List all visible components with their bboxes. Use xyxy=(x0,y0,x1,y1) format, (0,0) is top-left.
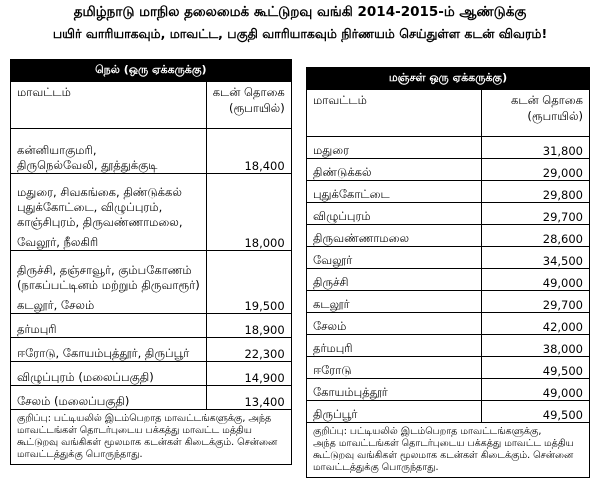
district-cell: திண்டுக்கல் xyxy=(307,159,482,181)
table-row xyxy=(11,251,292,314)
table-row xyxy=(307,225,590,247)
district-cell: புதுக்கோட்டை xyxy=(307,181,482,203)
district-cell: வேலூர் xyxy=(307,247,482,269)
table-row xyxy=(11,314,292,338)
district-cell: சேலம் xyxy=(307,313,482,335)
amount-cell: 38,000 xyxy=(482,335,590,357)
turmeric-loan-table xyxy=(306,67,590,478)
district-cell: மதுரை xyxy=(307,137,482,159)
amount-cell: 42,000 xyxy=(482,313,590,335)
page-title: தமிழ்நாடு மாநில தலைமைக் கூட்டுறவு வங்கி 2014-2015-ம் ஆண்டுக்கு xyxy=(73,4,527,20)
table-row xyxy=(307,379,590,401)
amount-cell: 49,000 xyxy=(482,379,590,401)
paddy-note: குறிப்பு: பட்டியலில் இடம்பெறாத மாவட்டங்களுக்கு, அந்த மாவட்டங்கள் தொடர்புடைய பக்கத்து மாவட்ட மத்திய கூட்டுறவு வங்கிகள் மூலமாக கடன்கள் கிடைக்கும். சென்னை மாவட்டத்துக்கு பொருந்தாது. xyxy=(11,410,292,465)
table-row xyxy=(307,247,590,269)
district-cell: கடலூர் xyxy=(307,291,482,313)
district-cell: திருச்சி xyxy=(307,269,482,291)
district-cell: சேலம் (மலைப்பகுதி) xyxy=(11,386,207,410)
district-cell: தர்மபுரி xyxy=(11,314,207,338)
amount-cell: 29,800 xyxy=(482,181,590,203)
district-cell: திருப்பூர் xyxy=(307,401,482,423)
table-row xyxy=(307,203,590,225)
paddy-table-header: நெல் (ஒரு ஏக்கருக்கு) xyxy=(11,60,292,82)
table-row xyxy=(307,357,590,379)
turmeric-table-header: மஞ்சள் ஒரு ஏக்கருக்கு) xyxy=(307,68,590,90)
turmeric-column-headers xyxy=(307,90,590,137)
amount-cell: 18,900 xyxy=(206,314,291,338)
table-row xyxy=(307,159,590,181)
table-row xyxy=(307,335,590,357)
district-cell: திருச்சி, தஞ்சாவூர், கும்பகோணம் (நாகப்பட்டினம் மற்றும் திருவாரூர்) கடலூர், சேலம் xyxy=(11,251,207,314)
table-row xyxy=(307,313,590,335)
amount-cell: 29,700 xyxy=(482,203,590,225)
turmeric-col-district: மாவட்டம் xyxy=(307,90,482,137)
table-row xyxy=(307,401,590,423)
district-cell: கோயம்புத்தூர் xyxy=(307,379,482,401)
table-row xyxy=(11,362,292,386)
district-cell: கன்னியாகுமரி, திருநெல்வேலி, தூத்துக்குடி xyxy=(11,129,207,174)
district-cell: தர்மபுரி xyxy=(307,335,482,357)
amount-cell: 22,300 xyxy=(206,338,291,362)
amount-cell: 28,600 xyxy=(482,225,590,247)
amount-cell: 29,000 xyxy=(482,159,590,181)
district-cell: மதுரை, சிவகங்கை, திண்டுக்கல் புதுக்கோட்டை, விழுப்புரம், காஞ்சிபுரம், திருவண்ணாமலை, வேலூர், நீலகிரி xyxy=(11,174,207,251)
paddy-col-district: மாவட்டம் xyxy=(11,82,207,129)
table-row xyxy=(11,174,292,251)
table-row xyxy=(11,129,292,174)
amount-cell: 49,500 xyxy=(482,401,590,423)
turmeric-note: குறிப்பு: பட்டியலில் இடம்பெறாத மாவட்டங்களுக்கு, அந்த மாவட்டங்கள் தொடர்புடைய பக்கத்து மாவட்ட மத்திய கூட்டுறவு வங்கிகள் மூலமாக கடன்கள் கிடைக்கும். சென்னை மாவட்டத்துக்கு பொருந்தாது. xyxy=(307,423,590,478)
table-row xyxy=(307,181,590,203)
district-cell: ஈரோடு, கோயம்புத்தூர், திருப்பூர் xyxy=(11,338,207,362)
amount-cell: 34,500 xyxy=(482,247,590,269)
paddy-col-amount: கடன் தொகை (ரூபாயில்) xyxy=(206,82,291,129)
amount-cell: 19,500 xyxy=(206,251,291,314)
table-row xyxy=(307,137,590,159)
amount-cell: 14,900 xyxy=(206,362,291,386)
table-row xyxy=(11,338,292,362)
amount-cell: 49,000 xyxy=(482,269,590,291)
paddy-loan-table xyxy=(10,59,292,465)
table-row xyxy=(307,291,590,313)
page-subtitle: பயிர் வாரியாகவும், மாவட்ட, பகுதி வாரியாகவும் நிர்ணயம் செய்துள்ள கடன் விவரம்! xyxy=(52,26,548,41)
amount-cell: 29,700 xyxy=(482,291,590,313)
turmeric-col-amount: கடன் தொகை (ரூபாயில்) xyxy=(482,90,590,137)
amount-cell: 49,500 xyxy=(482,357,590,379)
district-cell: திருவண்ணாமலை xyxy=(307,225,482,247)
amount-cell: 13,400 xyxy=(206,386,291,410)
table-row xyxy=(11,386,292,410)
amount-cell: 18,400 xyxy=(206,129,291,174)
amount-cell: 31,800 xyxy=(482,137,590,159)
amount-cell: 18,000 xyxy=(206,174,291,251)
paddy-column-headers xyxy=(11,82,292,129)
district-cell: விழுப்புரம் xyxy=(307,203,482,225)
table-row xyxy=(307,269,590,291)
district-cell: விழுப்புரம் (மலைப்பகுதி) xyxy=(11,362,207,386)
district-cell: ஈரோடு xyxy=(307,357,482,379)
